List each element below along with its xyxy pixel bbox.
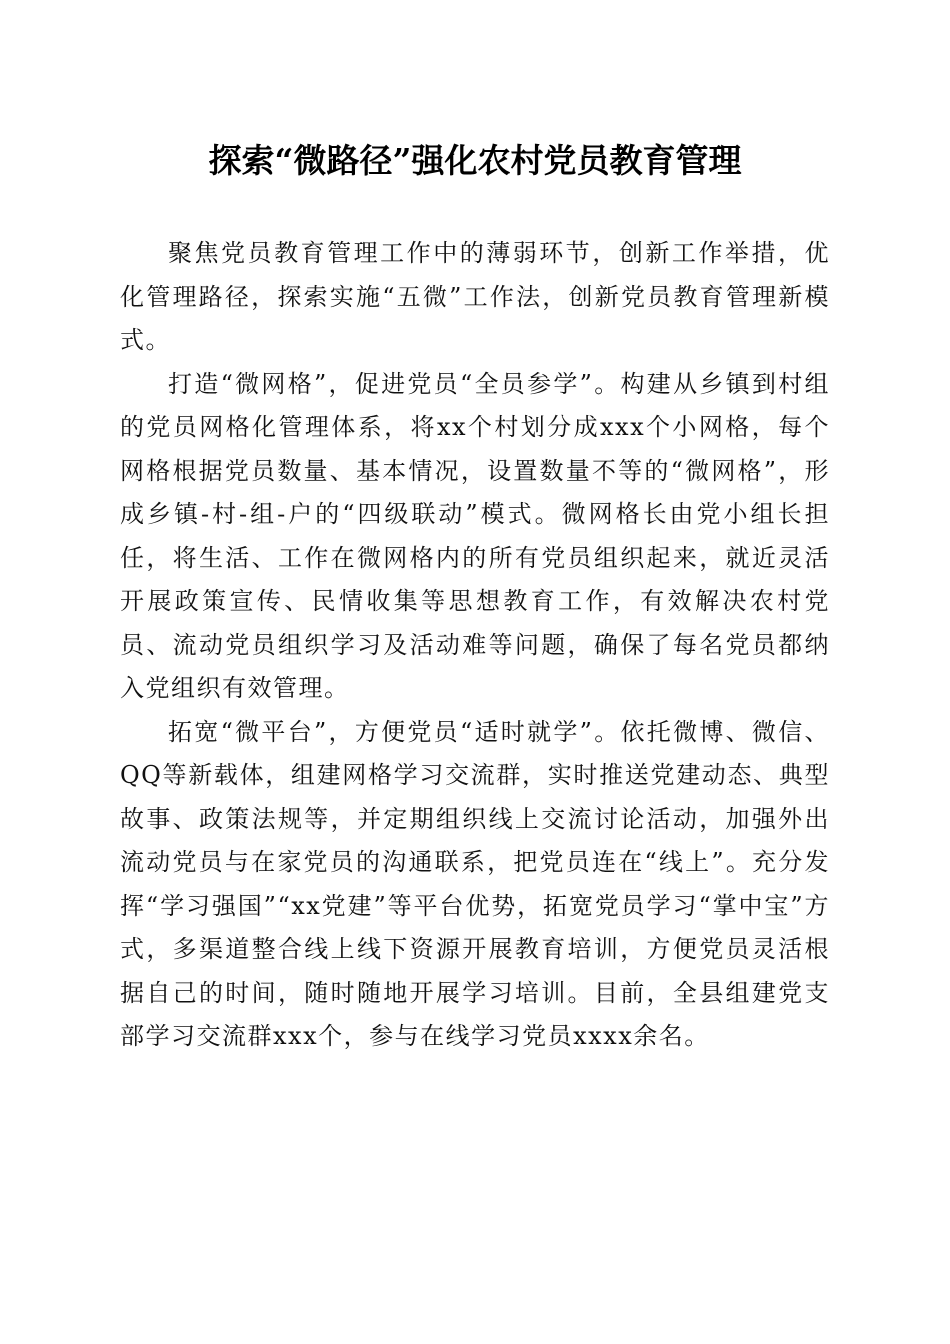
paragraph-micro-grid: 打造“微网格”，促进党员“全员参学”。构建从乡镇到村组的党员网格化管理体系，将xx个村划分成xxx个小网格，每个网格根据党员数量、基本情况，设置数量不等的“微网格”，形成乡镇-村-组-户的“四级联动”模式。微网格长由党小组长担任，将生活、工作在微网格内的所有党员组织起来，就近灵活开展政策宣传、民情收集等思想教育工作，有效解决农村党员、流动党员组织学习及活动难等问题，确保了每名党员都纳入党组织有效管理。 (120, 369, 830, 702)
document-body (120, 232, 830, 1059)
document-title: 探索“微路径”强化农村党员教育管理 (208, 141, 742, 180)
paragraph-intro: 聚焦党员教育管理工作中的薄弱环节，创新工作举措，优化管理路径，探索实施“五微”工作法，创新党员教育管理新模式。 (120, 239, 830, 354)
paragraph-micro-platform: 拓宽“微平台”，方便党员“适时就学”。依托微博、微信、QQ等新载体，组建网格学习交流群，实时推送党建动态、典型故事、政策法规等，并定期组织线上交流讨论活动，加强外出流动党员与在家党员的沟通联系，把党员连在“线上”。充分发挥“学习强国”“xx党建”等平台优势，拓宽党员学习“掌中宝”方式，多渠道整合线上线下资源开展教育培训，方便党员灵活根据自己的时间，随时随地开展学习培训。目前，全县组建党支部学习交流群xxx个，参与在线学习党员xxxx余名。 (120, 717, 830, 1050)
